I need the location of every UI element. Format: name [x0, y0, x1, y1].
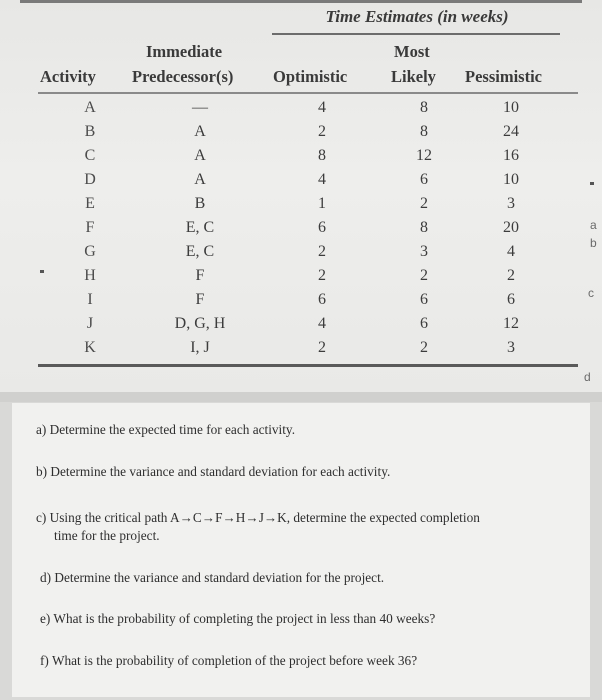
- cell-predecessors: B: [194, 195, 206, 212]
- bottom-rule: [38, 364, 578, 367]
- cell-likely: 6: [420, 315, 428, 332]
- cell-likely: 2: [420, 267, 428, 284]
- question-d: d) Determine the variance and standard deviation for the project.: [40, 570, 385, 585]
- cell-predecessors: D, G, H: [174, 315, 226, 332]
- cell-predecessors: E, C: [185, 219, 215, 236]
- cell-optimistic: 4: [318, 171, 326, 188]
- cell-pessimistic: 4: [507, 243, 515, 260]
- question-f: f) What is the probability of completion of the project before week 36?: [40, 653, 418, 668]
- top-rule: [20, 0, 582, 3]
- cell-optimistic: 2: [318, 123, 326, 140]
- cell-likely: 6: [420, 291, 428, 308]
- cell-activity: A: [84, 99, 96, 116]
- cell-pessimistic: 24: [503, 123, 519, 140]
- cell-predecessors: A: [194, 123, 206, 140]
- cell-likely: 2: [420, 195, 428, 212]
- cell-pessimistic: 16: [503, 147, 519, 164]
- cell-pessimistic: 2: [507, 267, 515, 284]
- stray-mark: [590, 182, 594, 185]
- cell-pessimistic: 10: [503, 99, 519, 116]
- cell-optimistic: 6: [318, 219, 326, 236]
- question-a: a) Determine the expected time for each activity.: [36, 422, 296, 437]
- margin-letter: a: [590, 218, 597, 232]
- stray-mark: [40, 270, 44, 273]
- cell-activity: G: [84, 243, 96, 260]
- cell-predecessors: F: [195, 267, 205, 284]
- cell-likely: 6: [420, 171, 428, 188]
- cell-activity: C: [84, 147, 96, 164]
- time-estimates-header: Time Estimates (in weeks): [325, 7, 509, 26]
- cell-activity: I: [87, 291, 93, 308]
- cell-optimistic: 2: [318, 243, 326, 260]
- header-most: Most: [394, 42, 430, 61]
- cell-optimistic: 2: [318, 267, 326, 284]
- cell-activity: F: [85, 219, 95, 236]
- cell-predecessors: A: [194, 171, 206, 188]
- header-optimistic: Optimistic: [273, 67, 348, 86]
- questions-panel: [12, 403, 590, 697]
- header-likely: Likely: [391, 67, 436, 86]
- cell-optimistic: 2: [318, 339, 326, 356]
- cell-optimistic: 6: [318, 291, 326, 308]
- cell-likely: 8: [420, 123, 428, 140]
- question-e: e) What is the probability of completing the project in less than 40 weeks?: [40, 611, 436, 626]
- margin-letter: d: [584, 370, 591, 384]
- cell-activity: H: [84, 267, 96, 284]
- cell-optimistic: 4: [318, 315, 326, 332]
- cell-likely: 3: [420, 243, 428, 260]
- cell-pessimistic: 10: [503, 171, 519, 188]
- cell-predecessors: I, J: [190, 339, 210, 356]
- header-rule: [38, 92, 578, 94]
- cell-activity: K: [84, 339, 96, 356]
- question-c: c) Using the critical path A→C→F→H→J→K, determine the expected completion: [36, 510, 480, 525]
- cell-likely: 12: [416, 147, 432, 164]
- group-header-rule: [272, 33, 560, 35]
- cell-likely: 8: [420, 219, 428, 236]
- margin-letter: c: [588, 286, 594, 300]
- question-c-continued: time for the project.: [54, 528, 160, 543]
- cell-activity: D: [84, 171, 96, 188]
- cell-activity: E: [85, 195, 95, 212]
- cell-pessimistic: 3: [507, 195, 515, 212]
- header-predecessors: Predecessor(s): [132, 67, 234, 86]
- header-immediate: Immediate: [146, 42, 223, 61]
- cell-optimistic: 8: [318, 147, 326, 164]
- cell-predecessors: A: [194, 147, 206, 164]
- cell-likely: 2: [420, 339, 428, 356]
- header-pessimistic: Pessimistic: [465, 67, 542, 86]
- cell-activity: J: [86, 315, 94, 332]
- cell-activity: B: [84, 123, 96, 140]
- cell-pessimistic: 20: [503, 219, 519, 236]
- section-divider: [0, 392, 602, 402]
- cell-pessimistic: 6: [507, 291, 515, 308]
- margin-letter: b: [590, 236, 597, 250]
- cell-predecessors: E, C: [185, 243, 215, 260]
- cell-predecessors: —: [192, 99, 208, 116]
- cell-optimistic: 1: [318, 195, 326, 212]
- cell-optimistic: 4: [318, 99, 326, 116]
- cell-predecessors: F: [195, 291, 205, 308]
- header-activity: Activity: [40, 67, 96, 86]
- cell-likely: 8: [420, 99, 428, 116]
- cell-pessimistic: 12: [503, 315, 519, 332]
- cell-pessimistic: 3: [507, 339, 515, 356]
- question-b: b) Determine the variance and standard deviation for each activity.: [36, 464, 391, 479]
